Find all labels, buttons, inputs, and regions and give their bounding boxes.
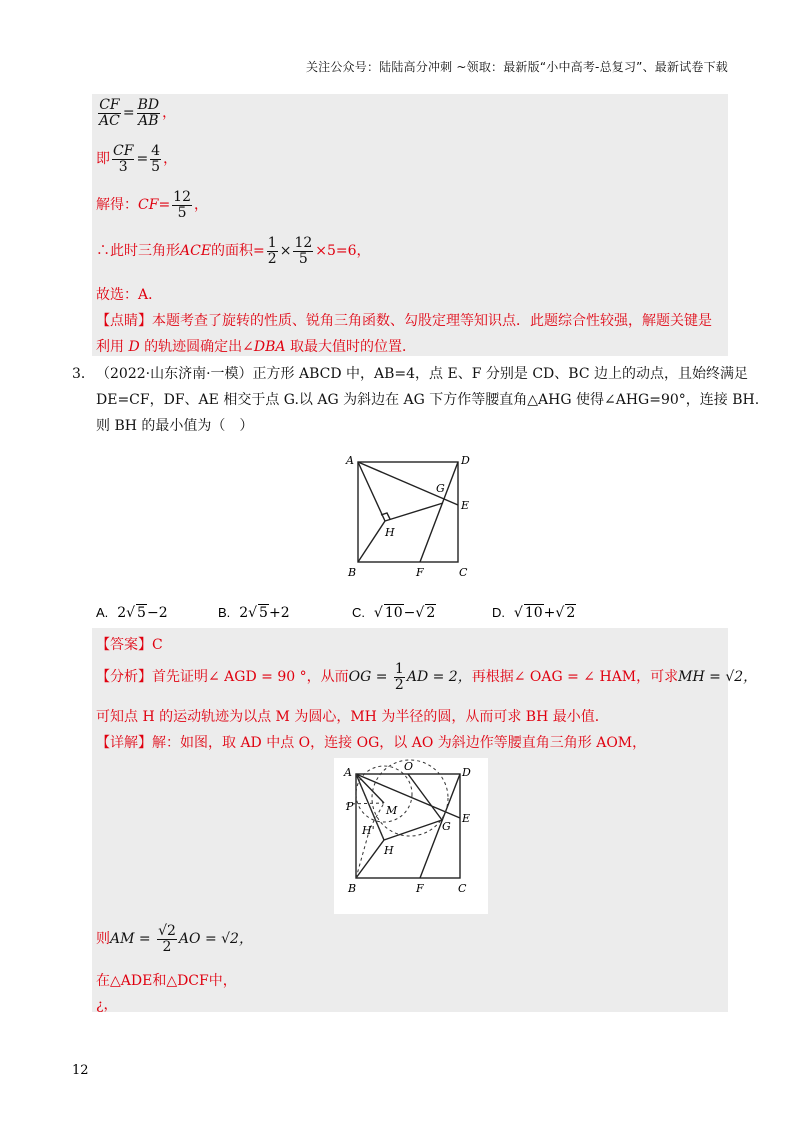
label-B: B xyxy=(348,566,357,579)
label-H1: H' xyxy=(362,824,375,837)
geometry-figure-2 xyxy=(334,758,488,914)
label-F2: F xyxy=(416,882,424,895)
option-c[interactable]: C. √ 10−√ 2 xyxy=(352,605,436,621)
page-header: 关注公众号：陆陆高分冲刺 ~领取：最新版“小中高考-总复习”、最新试卷下载 xyxy=(305,60,728,74)
page-number: 12 xyxy=(72,1063,89,1078)
question-line-3: 则 BH 的最小值为（ ） xyxy=(96,418,254,434)
area-equation: ∴此时三角形ACE的面积= $\frac{1}{2}$ × $\frac{12}{5}$ ×5=6， xyxy=(96,235,371,267)
answer-label: 【答案】C xyxy=(96,637,163,653)
final-choice: 故选：A． xyxy=(96,287,163,303)
label-O: O xyxy=(404,760,414,773)
label-G: G xyxy=(436,482,445,495)
label-F: F xyxy=(416,566,424,579)
label-P: P xyxy=(346,800,354,813)
label-C2: C xyxy=(458,882,467,895)
label-B2: B xyxy=(348,882,357,895)
triangle-compare: 在△ADE和△DCF中， xyxy=(96,973,237,989)
option-a[interactable]: A. 2√ 5−2 xyxy=(96,605,168,621)
geometry-figure-1 xyxy=(340,448,480,584)
equation-am: 则AM = $\frac{√2}{2}$ AO = √2， xyxy=(96,923,253,955)
equation-substituted: 即 $\frac{CF}{3}$ = $\frac{4}{5}$ ， xyxy=(96,143,178,175)
label-A2: A xyxy=(344,766,352,779)
label-G2: G xyxy=(442,820,451,833)
label-D2: D xyxy=(462,766,471,779)
question-line-1: （2022·山东济南·一模）正方形 ABCD 中，AB=4，点 E、F 分别是 CD、BC 边上的动点，且始终满足 xyxy=(96,366,748,382)
detail-line: 【详解】解：如图，取 AD 中点 O，连接 OG，以 AO 为斜边作等腰直角三角形 AOM， xyxy=(96,735,647,751)
label-D: D xyxy=(461,454,470,467)
comment-line-2: 利用 D 的轨迹圆确定出∠DBA 取最大值时的位置． xyxy=(96,339,416,355)
option-d[interactable]: D. √ 10+√ 2 xyxy=(492,605,576,621)
label-E: E xyxy=(461,499,470,512)
comment-line-1: 【点睛】本题考查了旋转的性质、锐角三角函数、勾股定理等知识点．此题综合性较强，解题关键是 xyxy=(96,313,712,329)
label-H2: H xyxy=(384,844,394,857)
label-E2: E xyxy=(462,812,471,825)
option-b[interactable]: B. 2√ 5+2 xyxy=(218,605,290,621)
label-A: A xyxy=(346,454,354,467)
placeholder-symbol: ¿， xyxy=(96,997,118,1013)
equation-ratio: $\frac{CF}{AC}$ = $\frac{BD}{AB}$ ， xyxy=(99,97,177,129)
analysis-line-1: 【分析】首先证明∠ AGD = 90 °，从而OG = $\frac{1}{2}$ AD = 2，再根据∠ OAG = ∠ HAM，可求MH = √2， xyxy=(96,661,758,693)
label-M: M xyxy=(386,804,398,817)
equation-solved: 解得：CF= $\frac{12}{5}$ ， xyxy=(96,189,208,221)
label-H: H xyxy=(385,526,395,539)
analysis-line-2: 可知点 H 的运动轨迹为以点 M 为圆心，MH 为半径的圆，从而可求 BH 最小值． xyxy=(96,709,609,725)
label-C: C xyxy=(459,566,468,579)
question-line-2: DE=CF，DF、AE 相交于点 G.以 AG 为斜边在 AG 下方作等腰直角△AHG 使得∠AHG=90°，连接 BH. xyxy=(96,392,760,408)
question-number: 3． xyxy=(72,366,95,382)
